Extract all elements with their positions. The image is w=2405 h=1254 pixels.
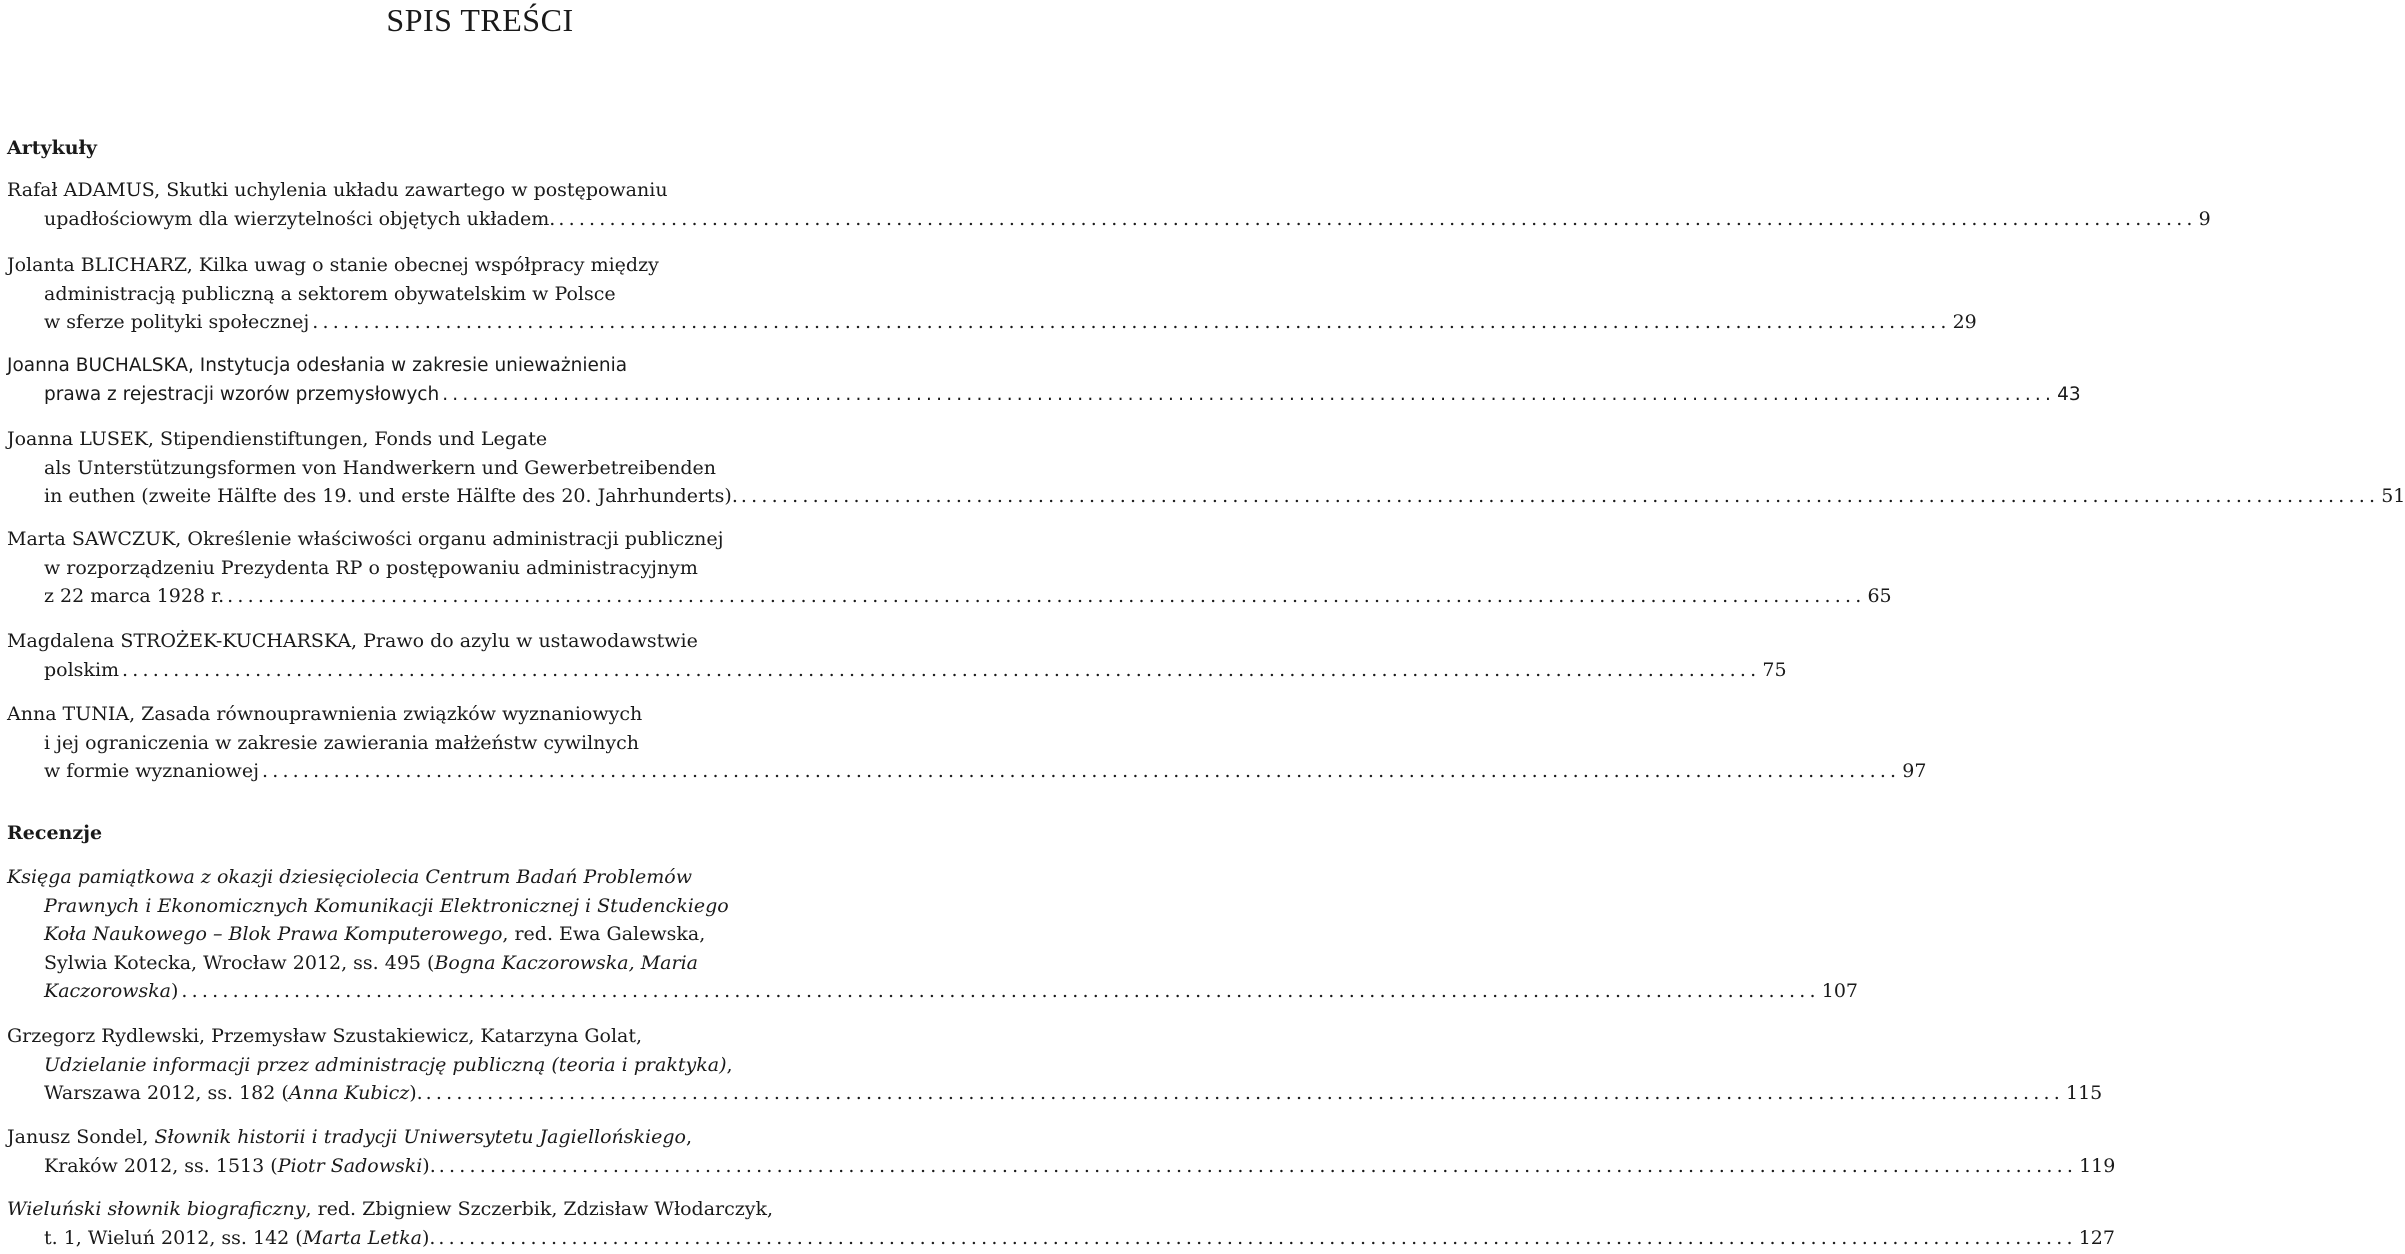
entry-line	[7, 949, 955, 978]
entry-last-line	[7, 482, 2405, 511]
book-title-part: Koła Naukowego – Blok Prawa Komputerowego	[44, 923, 503, 946]
page-title: SPIS TREŚCI	[386, 2, 574, 38]
entry-line: Księga pamiątkowa z okazji dziesięciolecia Centrum Badań Problemów	[7, 866, 692, 888]
entry-line: administracją publiczną a sektorem obywatelskim w Polsce	[44, 282, 616, 305]
page-number: 29	[1952, 311, 1977, 334]
entry-line: i jej ograniczenia w zakresie zawierania małżeństw cywilnych	[44, 731, 640, 754]
entry-line	[44, 1079, 423, 1108]
toc-entry-sawczuk	[7, 525, 1892, 611]
entry-last-line	[7, 656, 1787, 685]
toc-entry-adamus	[7, 176, 2211, 233]
page-number: 97	[1902, 760, 1927, 783]
entry-line	[7, 1123, 955, 1152]
entry-last-line	[7, 1152, 2116, 1181]
entry-line: prawa z rejestracji wzorów przemysłowych	[44, 383, 440, 405]
dot-leader: ................................................................................................................................................................	[312, 311, 1951, 334]
entry-text-part: Sylwia Kotecka, Wrocław 2012, ss. 495 (	[44, 951, 435, 974]
page-number: 9	[2198, 207, 2211, 230]
dot-leader: ................................................................................................................................................................	[122, 658, 1761, 681]
entry-last-line	[7, 582, 1892, 611]
entry-line: Jolanta BLICHARZ, Kilka uwag o stanie obecnej współpracy między	[7, 254, 659, 276]
dot-leader: ................................................................................................................................................................	[425, 1082, 2064, 1105]
entry-line: Prawnych i Ekonomicznych Komunikacji Elektronicznej i Studenckiego	[44, 894, 729, 917]
entry-line	[7, 920, 955, 949]
entry-last-line	[7, 1079, 2103, 1108]
entry-text-part: Janusz Sondel,	[7, 1126, 155, 1148]
page-number: 119	[2079, 1154, 2116, 1177]
entry-line	[44, 977, 178, 1006]
entry-line: upadłościowym dla wierzytelności objętych układem.	[44, 207, 556, 230]
entry-last-line	[7, 1224, 2115, 1253]
toc-review-slownik-historii	[7, 1123, 2116, 1180]
page-number: 65	[1867, 585, 1892, 608]
dot-leader: ................................................................................................................................................................	[261, 760, 1901, 783]
reviewer-name: Kaczorowska	[44, 980, 171, 1003]
reviewer-name: Anna Kubicz	[288, 1082, 410, 1105]
dot-leader: ................................................................................................................................................................	[558, 207, 2197, 230]
toc-entry-blicharz	[7, 251, 1977, 337]
entry-line: Joanna LUSEK, Stipendienstiftungen, Fonds und Legate	[7, 428, 548, 450]
entry-line: w formie wyznaniowej	[44, 760, 259, 783]
entry-text-part: ).	[422, 1154, 436, 1177]
book-title: Udzielanie informacji przez administrację publiczną (teoria i praktyka)	[44, 1053, 727, 1076]
entry-text-part: ,	[685, 1126, 693, 1148]
entry-line: polskim	[44, 658, 120, 681]
entry-line: Anna TUNIA, Zasada równouprawnienia związków wyznaniowych	[7, 703, 643, 725]
page-number: 107	[1821, 980, 1859, 1003]
dot-leader: ................................................................................................................................................................	[227, 585, 1866, 608]
entry-line	[7, 1195, 955, 1224]
dot-leader: ................................................................................................................................................................	[740, 485, 2380, 508]
reviewer-name: Bogna Kaczorowska, Maria	[434, 951, 698, 974]
toc-review-wielunski-slownik	[7, 1195, 2115, 1252]
entry-text-part: Warszawa 2012, ss. 182 (	[44, 1082, 289, 1105]
section-heading-reviews: Recenzje	[7, 822, 103, 844]
entry-text-part: , red. Zbigniew Szczerbik, Zdzisław Włodarczyk,	[305, 1198, 774, 1220]
entry-line: Marta SAWCZUK, Określenie właściwości organu administracji publicznej	[7, 528, 724, 550]
entry-text-part: ,	[726, 1053, 733, 1076]
entry-last-line	[7, 977, 1859, 1006]
page-number: 127	[2078, 1226, 2115, 1249]
entry-text-part: )	[171, 980, 179, 1003]
page-number: 115	[2066, 1082, 2103, 1105]
toc-entry-strozek-kucharska	[7, 627, 1787, 684]
entry-line: in euthen (zweite Hälfte des 19. und erste Hälfte des 20. Jahrhunderts).	[44, 485, 738, 508]
dot-leader: ................................................................................................................................................................	[442, 383, 2056, 405]
entry-text-part: t. 1, Wieluń 2012, ss. 142 (	[44, 1226, 303, 1249]
entry-line: Magdalena STROŻEK-KUCHARSKA, Prawo do azylu w ustawodawstwie	[7, 630, 698, 652]
entry-line: Rafał ADAMUS, Skutki uchylenia układu zawartego w postępowaniu	[7, 179, 668, 201]
entry-line	[44, 1152, 436, 1181]
toc-entry-lusek	[7, 425, 2405, 511]
entry-line: Joanna BUCHALSKA, Instytucja odesłania w zakresie unieważnienia	[7, 355, 628, 376]
entry-last-line	[7, 308, 1977, 337]
dot-leader: ................................................................................................................................................................	[438, 1154, 2078, 1177]
entry-text-part: ).	[409, 1082, 423, 1105]
toc-review-ksiega-pamiatkowa	[7, 863, 1859, 1006]
book-title: Słownik historii i tradycji Uniwersytetu Jagiellońskiego	[154, 1126, 686, 1148]
entry-line: w rozporządzeniu Prezydenta RP o postępowaniu administracyjnym	[44, 556, 698, 579]
entry-last-line	[7, 205, 2211, 234]
reviewer-name: Marta Letka	[302, 1226, 422, 1249]
entry-line: w sferze polityki społecznej	[44, 311, 310, 334]
reviewer-name: Piotr Sadowski	[277, 1154, 423, 1177]
entry-line: z 22 marca 1928 r.	[44, 585, 225, 608]
entry-text-part: Kraków 2012, ss. 1513 (	[44, 1154, 278, 1177]
toc-entry-buchalska	[7, 352, 2081, 409]
entry-last-line	[7, 757, 1927, 786]
section-heading-articles: Artykuły	[7, 137, 97, 159]
entry-line: als Unterstützungsformen von Handwerkern und Gewerbetreibenden	[44, 456, 717, 479]
entry-text-part: , red. Ewa Galewska,	[502, 923, 706, 946]
toc-review-udzielanie-informacji	[7, 1022, 2103, 1108]
entry-last-line	[7, 381, 2081, 410]
dot-leader: ................................................................................................................................................................	[438, 1226, 2077, 1249]
page-number: 51	[2381, 485, 2405, 508]
page-number: 75	[1762, 658, 1787, 681]
entry-text-part: ).	[421, 1226, 436, 1249]
book-title: Wieluński słownik biograficzny	[7, 1198, 306, 1220]
dot-leader: ................................................................................................................................................................	[181, 980, 1820, 1003]
entry-line: Grzegorz Rydlewski, Przemysław Szustakiewicz, Katarzyna Golat,	[7, 1025, 643, 1047]
entry-line	[7, 1051, 955, 1080]
page-number: 43	[2057, 383, 2081, 405]
toc-entry-tunia	[7, 700, 1927, 786]
entry-line	[44, 1224, 435, 1253]
